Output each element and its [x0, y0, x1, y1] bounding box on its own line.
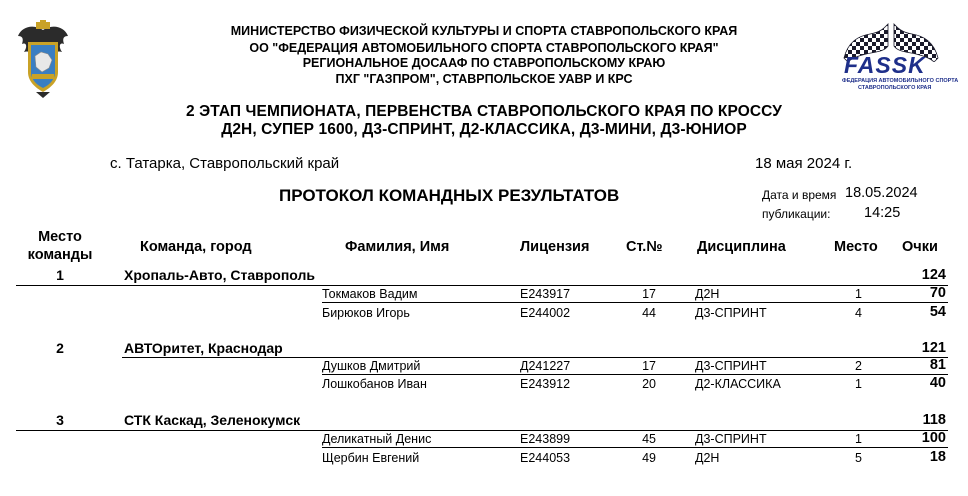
publication-time: 14:25 [864, 205, 901, 221]
member-start-no: 17 [642, 287, 656, 301]
col-header-name: Фамилия, Имя [345, 239, 450, 255]
event-date: 18 мая 2024 г. [755, 155, 853, 172]
col-header-discipline: Дисциплина [697, 239, 786, 255]
member-name: Бирюков Игорь [322, 306, 410, 320]
member-name: Душков Дмитрий [322, 359, 421, 373]
publication-label-2: публикации: [762, 207, 831, 221]
team-name: СТК Каскад, Зеленокумск [124, 412, 301, 428]
member-discipline: Д3-СПРИНТ [695, 306, 767, 320]
event-location: с. Татарка, Ставропольский край [110, 155, 340, 172]
team-place: 3 [56, 412, 64, 428]
team-divider [16, 285, 948, 286]
fassk-logo-subtitle-2: СТАВРОПОЛЬСКОГО КРАЯ [858, 85, 932, 91]
col-header-license: Лицензия [520, 239, 590, 255]
team-points: 118 [922, 412, 946, 428]
team-place: 1 [56, 267, 64, 283]
header-line-4: ПХГ "ГАЗПРОМ", СТАВРПОЛЬСКОЕ УАВР И КРС [335, 72, 633, 86]
member-name: Токмаков Вадим [322, 287, 418, 301]
member-license: Д241227 [520, 359, 571, 373]
member-start-no: 20 [642, 377, 656, 391]
member-discipline: Д2Н [695, 451, 720, 465]
member-start-no: 17 [642, 359, 656, 373]
member-license: Е243917 [520, 287, 571, 301]
member-start-no: 45 [642, 432, 656, 446]
member-points: 81 [929, 357, 946, 373]
col-header-team-place-2: команды [27, 247, 93, 263]
fassk-logo-subtitle-1: ФЕДЕРАЦИЯ АВТОМОБИЛЬНОГО СПОРТА [842, 78, 959, 84]
team-place: 2 [56, 340, 64, 356]
col-header-start-no: Ст.№ [626, 239, 663, 255]
member-start-no: 49 [642, 451, 656, 465]
member-divider [322, 302, 948, 303]
team-points: 124 [921, 267, 946, 283]
member-name: Щербин Евгений [322, 451, 420, 465]
member-place: 2 [855, 359, 862, 373]
fassk-logo-text: FASSK [844, 52, 926, 78]
member-place: 5 [855, 451, 862, 465]
member-name: Лошкобанов Иван [322, 377, 427, 391]
member-divider [322, 447, 948, 448]
header-line-3: РЕГИОНАЛЬНОЕ ДОСААФ ПО СТАВРОПОЛЬСКОМУ КРАЮ [302, 56, 666, 70]
member-license: Е244002 [520, 306, 571, 320]
member-license: Е243912 [520, 377, 571, 391]
member-points: 40 [929, 375, 946, 391]
member-license: Е244053 [520, 451, 571, 465]
header-line-2: ОО "ФЕДЕРАЦИЯ АВТОМОБИЛЬНОГО СПОРТА СТАВРОПОЛЬСКОГО КРАЯ" [249, 41, 719, 55]
col-header-team-place-1: Место [38, 229, 82, 245]
member-points: 54 [929, 304, 946, 320]
team-points: 121 [921, 340, 946, 356]
protocol-title: ПРОТОКОЛ КОМАНДНЫХ РЕЗУЛЬТАТОВ [279, 186, 620, 205]
member-discipline: Д3-СПРИНТ [695, 359, 767, 373]
col-header-points: Очки [902, 239, 938, 255]
header-line-1: МИНИСТЕРСТВО ФИЗИЧЕСКОЙ КУЛЬТУРЫ И СПОРТА СТАВРОПОЛЬСКОГО КРАЯ [230, 24, 738, 38]
member-name: Деликатный Денис [322, 432, 432, 446]
col-header-place: Место [834, 239, 878, 255]
event-title-line-2: Д2Н, СУПЕР 1600, Д3-СПРИНТ, Д2-КЛАССИКА, Д3-МИНИ, Д3-ЮНИОР [221, 121, 747, 138]
team-divider [122, 357, 948, 358]
member-license: Е243899 [520, 432, 571, 446]
col-header-team-city: Команда, город [140, 239, 252, 255]
member-place: 1 [855, 287, 862, 301]
event-title-line-1: 2 ЭТАП ЧЕМПИОНАТА, ПЕРВЕНСТВА СТАВРОПОЛЬСКОГО КРАЯ ПО КРОССУ [185, 103, 783, 120]
member-place: 1 [855, 432, 862, 446]
member-start-no: 44 [642, 306, 656, 320]
team-name: Хропаль-Авто, Ставрополь [124, 267, 316, 283]
publication-label-1: Дата и время [762, 188, 837, 202]
member-points: 100 [921, 430, 946, 446]
member-points: 70 [929, 285, 946, 301]
team-divider [16, 430, 948, 431]
team-name: АВТОритет, Краснодар [124, 340, 283, 356]
member-discipline: Д3-СПРИНТ [695, 432, 767, 446]
member-divider [322, 374, 948, 375]
member-discipline: Д2-КЛАССИКА [695, 377, 781, 391]
member-place: 1 [855, 377, 862, 391]
member-place: 4 [855, 306, 862, 320]
member-discipline: Д2Н [695, 287, 720, 301]
member-points: 18 [929, 449, 946, 465]
publication-date: 18.05.2024 [845, 185, 918, 201]
